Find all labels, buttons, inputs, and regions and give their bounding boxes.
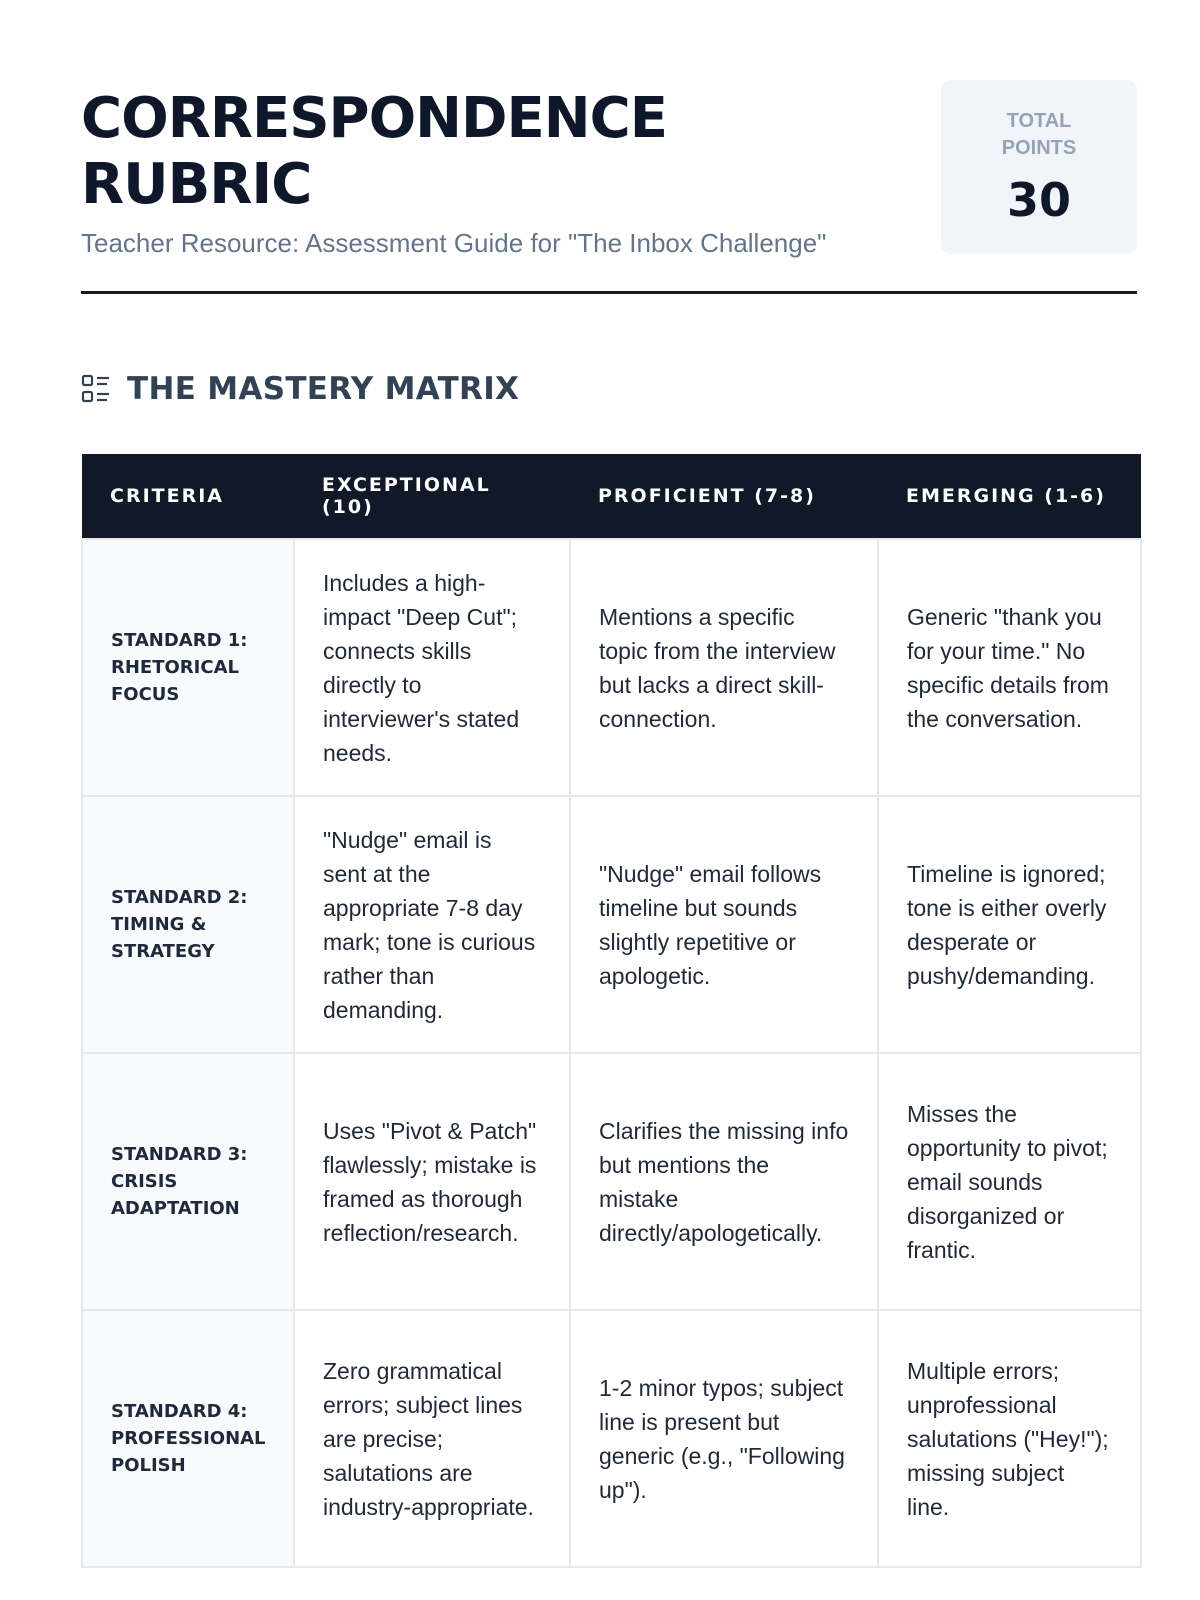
- column-header-proficient: PROFICIENT (7-8): [570, 454, 878, 539]
- proficient-cell: Mentions a specific topic from the interview but lacks a direct skill-connection.: [570, 539, 878, 796]
- proficient-cell: 1-2 minor typos; subject line is present but generic (e.g., "Following up").: [570, 1310, 878, 1567]
- section-title: THE MASTERY MATRIX: [127, 371, 520, 407]
- table-header-row: [82, 454, 1141, 539]
- column-header-exceptional: EXCEPTIONAL (10): [294, 454, 570, 539]
- exceptional-cell: "Nudge" email is sent at the appropriate 7-8 day mark; tone is curious rather than demanding.: [294, 796, 570, 1053]
- section-heading: [81, 369, 1137, 409]
- table-row: [82, 1310, 1141, 1567]
- emerging-cell: Timeline is ignored; tone is either overly desperate or pushy/demanding.: [878, 796, 1141, 1053]
- page-title: CORRESPONDENCE RUBRIC: [81, 86, 668, 217]
- criteria-cell: STANDARD 3: CRISIS ADAPTATION: [82, 1053, 294, 1310]
- exceptional-cell: Uses "Pivot & Patch" flawlessly; mistake is framed as thorough reflection/research.: [294, 1053, 570, 1310]
- column-header-emerging: EMERGING (1-6): [878, 454, 1141, 539]
- emerging-cell: Multiple errors; unprofessional salutations ("Hey!"); missing subject line.: [878, 1310, 1141, 1567]
- table-row: [82, 796, 1141, 1053]
- total-points-value: 30: [1006, 173, 1071, 227]
- column-header-criteria: CRITERIA: [82, 454, 294, 539]
- criteria-cell: STANDARD 2: TIMING & STRATEGY: [82, 796, 294, 1053]
- page-subtitle: Teacher Resource: Assessment Guide for "The Inbox Challenge": [81, 228, 827, 258]
- exceptional-cell: Zero grammatical errors; subject lines are precise; salutations are industry-appropriate.: [294, 1310, 570, 1567]
- total-points-label: TOTAL POINTS: [1001, 110, 1077, 159]
- criteria-cell: STANDARD 4: PROFESSIONAL POLISH: [82, 1310, 294, 1567]
- emerging-cell: Generic "thank you for your time." No specific details from the conversation.: [878, 539, 1141, 796]
- rubric-table: [81, 454, 1142, 1568]
- title-block: [81, 80, 826, 258]
- exceptional-cell: Includes a high-impact "Deep Cut"; connects skills directly to interviewer's stated needs.: [294, 539, 570, 796]
- total-points-card: [941, 80, 1137, 254]
- proficient-cell: Clarifies the missing info but mentions the mistake directly/apologetically.: [570, 1053, 878, 1310]
- table-row: [82, 1053, 1141, 1310]
- emerging-cell: Misses the opportunity to pivot; email sounds disorganized or frantic.: [878, 1053, 1141, 1310]
- criteria-cell: STANDARD 1: RHETORICAL FOCUS: [82, 539, 294, 796]
- table-row: [82, 539, 1141, 796]
- list-details-icon: [81, 374, 111, 404]
- proficient-cell: "Nudge" email follows timeline but sounds slightly repetitive or apologetic.: [570, 796, 878, 1053]
- rubric-page: [81, 80, 1137, 1568]
- page-header: [81, 80, 1137, 294]
